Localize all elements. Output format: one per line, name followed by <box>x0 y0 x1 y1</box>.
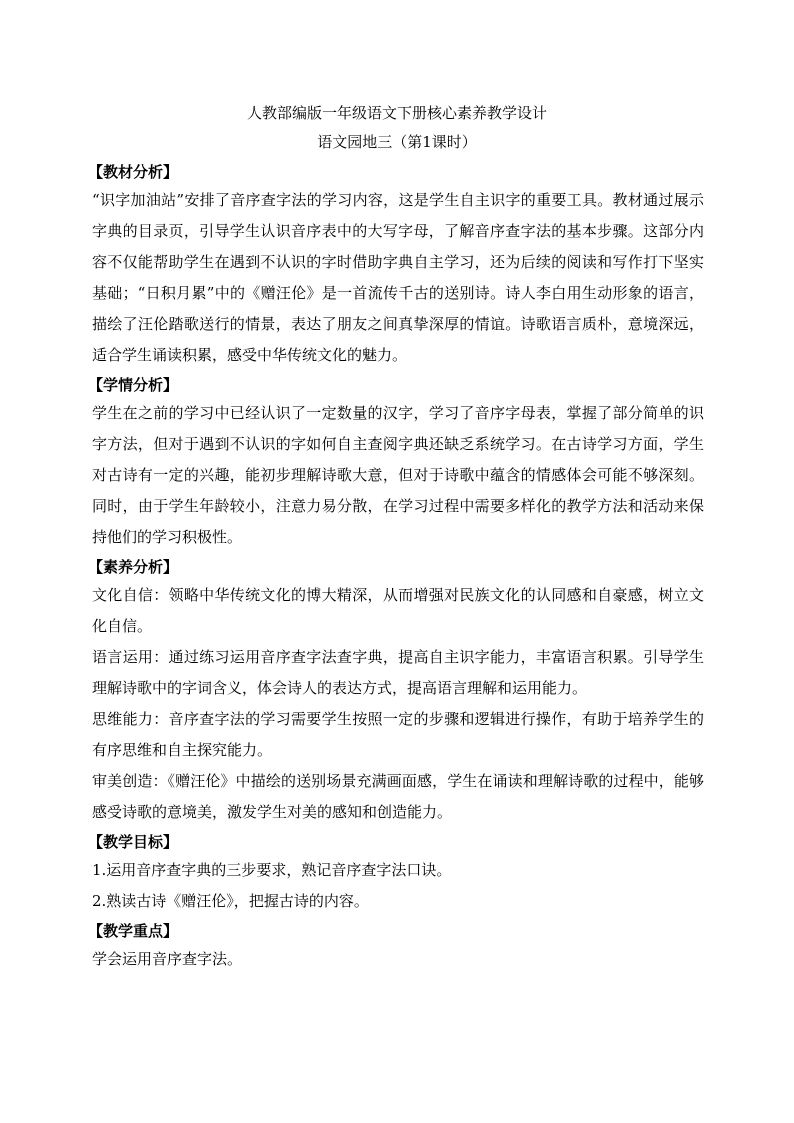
section-heading: 【学情分析】 <box>88 376 179 394</box>
document-body <box>88 158 704 975</box>
section-teaching-objectives <box>88 831 704 917</box>
section-heading: 【教材分析】 <box>88 163 179 181</box>
paragraph-language-use: 语言运用：通过练习运用音序查字法查字典，提高自主识字能力，丰富语言积累。引导学生理解诗歌中的字词含义，体会诗人的表达方式，提高语言理解和运用能力。 <box>92 648 704 697</box>
section-literacy-analysis <box>88 556 704 828</box>
paragraph-aesthetic-creation: 审美创造：《赠汪伦》中描绘的送别场景充满画面感，学生在诵读和理解诗歌的过程中，能够感受诗歌的意境美，激发学生对美的感知和创造能力。 <box>92 772 704 821</box>
section-teaching-focus <box>88 920 704 975</box>
paragraph: 学生在之前的学习中已经认识了一定数量的汉字，学习了音序字母表，掌握了部分简单的识字方法，但对于遇到不认识的字如何自主查阅字典还缺乏系统学习。在古诗学习方面，学生对古诗有一定的兴趣，能初步理解诗歌大意，但对于诗歌中蕴含的情感体会可能不够深刻。同时，由于学生年龄较小，注意力易分散，在学习过程中需要多样化的教学方法和活动来保持他们的学习积极性。 <box>92 404 704 546</box>
section-heading: 【教学重点】 <box>88 922 179 940</box>
section-heading: 【素养分析】 <box>88 558 179 576</box>
section-heading: 【教学目标】 <box>88 833 179 851</box>
document-subtitle: 语文园地三（第1课时） <box>317 133 477 151</box>
objective-item: 2.熟读古诗《赠汪伦》，把握古诗的内容。 <box>92 892 369 910</box>
paragraph: “识字加油站”安排了音序查字法的学习内容，这是学生自主识字的重要工具。教材通过展示字典的目录页，引导学生认识音序表中的大写字母，了解音序查字法的基本步骤。这部分内容不仅能帮助学生在遇到不认识的字时借助字典自主学习，还为后续的阅读和写作打下坚实基础；“日积月累”中的《赠汪伦》是一首流传千古的送别诗。诗人李白用生动形象的语言，描绘了汪伦踏歌送行的情景，表达了朋友之间真挚深厚的情谊。诗歌语言质朴，意境深远，适合学生诵读积累，感受中华传统文化的魅力。 <box>92 191 704 364</box>
section-textbook-analysis <box>88 161 704 371</box>
objective-item: 1.运用音序查字典的三步要求，熟记音序查字法口诀。 <box>92 861 452 879</box>
document-title: 人教部编版一年级语文下册核心素养教学设计 <box>246 104 547 122</box>
paragraph-thinking-ability: 思维能力：音序查字法的学习需要学生按照一定的步骤和逻辑进行操作，有助于培养学生的有序思维和自主探究能力。 <box>92 710 704 759</box>
section-student-analysis <box>88 374 704 553</box>
paragraph: 学会运用音序查字法。 <box>92 950 243 968</box>
paragraph-cultural-confidence: 文化自信：领略中华传统文化的博大精深，从而增强对民族文化的认同感和自豪感，树立文化自信。 <box>92 586 704 635</box>
